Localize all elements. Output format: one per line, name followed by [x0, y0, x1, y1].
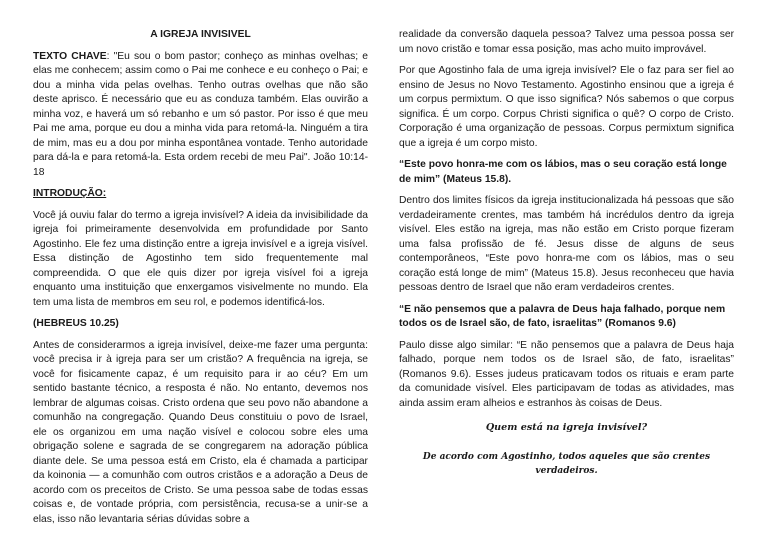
continuation-paragraph: realidade da conversão daquela pessoa? Talvez uma pessoa possa ser um novo cristão e tomar essa posição, mas acho muito improvável. [399, 29, 734, 55]
introduction-heading: INTRODUÇÃO: [33, 188, 107, 199]
key-text-paragraph [33, 50, 368, 181]
romanos-quote: “E não pensemos que a palavra de Deus haja falhado, porque nem todos os de Israel são, de fato, israelitas” (Romanos 9.6) [399, 303, 726, 329]
left-column [33, 28, 368, 534]
introduction-paragraph: Você já ouviu falar do termo a igreja invisível? A ideia da invisibilidade da igreja foi primeiramente desenvolvida em profundidade por Santo Agostinho. Ele fez uma distinção entre a igreja invisível e a igreja visível. Essa distinção de Agostinho tem sido frequentemente mal compreendida. O que ele quis dizer por igreja visível foi a igreja enquanto uma instituição que enxergamos visivelmente no mundo. Ela tem uma lista de membros em seu rol, e podemos identificá-los. [33, 209, 368, 308]
right-column [399, 28, 734, 479]
key-text-label: TEXTO CHAVE [33, 50, 107, 62]
closing-answer: De acordo com Agostinho, todos aqueles que são crentes verdadeiros. [422, 451, 711, 476]
hebreus-heading: (HEBREUS 10.25) [33, 318, 119, 329]
key-text-body: : "Eu sou o bom pastor; conheço as minhas ovelhas; e elas me conhecem; assim como o Pai me conhece e eu conheço o Pai; e dou a minha vida pelas ovelhas. Tenho outras ovelhas que não são deste aprisco. É necessário que eu as conduza também. Elas ouvirão a minha voz, e haverá um só rebanho e um só pastor. Por isso é que meu Pai me ama, porque eu dou a minha vida para retomá-la. Ninguém a tira de mim, mas eu a dou por minha espontânea vontade. Tenho autoridade para dá-la e para retomá-la. Esta ordem recebi de meu Pai". João 10:14-18 [33, 50, 368, 178]
page-title: A IGREJA INVISIVEL [150, 29, 251, 40]
igreja-visivel-paragraph: Dentro dos limites físicos da igreja institucionalizada há pessoas que são verdadeiramente crentes, mas também há incrédulos dentro da igreja visível. Eles estão na igreja, mas não estão em Cristo porque fizeram uma falsa profissão de fé. Jesus disse de alguns de seus contemporâneos, “Este povo honra-me com os lábios, mas o seu coração está longe de mim” (Mateus 15.8). Jesus reconheceu que havia pessoas dentro de Israel que não eram verdadeiros crentes. [399, 195, 734, 293]
mateus-quote: “Este povo honra-me com os lábios, mas o seu coração está longe de mim” (Mateus 15.8). [399, 159, 727, 185]
hebreus-paragraph: Antes de considerarmos a igreja invisível, deixe-me fazer uma pergunta: você precisa ir à igreja para ser um cristão? A frequência na igreja, se você for fisicamente capaz, é um requisito para ir ao céu? Em um sentido bastante técnico, a resposta é não. No entanto, devemos nos lembrar de algumas coisas. Cristo ordena que seu povo não abandone a comunhão na congregação. Quando Deus constituiu o povo de Israel, ele os organizou em uma nação visível e colocou sobre eles uma obrigação solene e sagrada de se congregarem na adoração pública diante dele. Se uma pessoa está em Cristo, ela é chamada a participar da koinonia — a comunhão com outros cristãos e a adoração a Deus de acordo com os preceitos de Cristo. Se uma pessoa sabe de todas essas coisas e, de vontade própria, com persistência, recusa-se a unir-se a elas, isso não levantaria sérias dúvidas sobre a [33, 339, 368, 525]
closing-question: Quem está na igreja invisível? [485, 422, 648, 433]
agostinho-paragraph: Por que Agostinho fala de uma igreja invisível? Ele o faz para ser fiel ao ensino de Jesus no Novo Testamento. Agostinho ensinou que a igreja é um corpus permixtum. O que isso significa? Nós sabemos o que corpus significa. É um corpo. Corpus Christi significa o quê? O corpo de Cristo. Corporação é uma organização de pessoas. Corpus permixtum significa que a igreja é um corpo misto. [399, 65, 734, 149]
paulo-paragraph: Paulo disse algo similar: “E não pensemos que a palavra de Deus haja falhado, porque nem todos os de Israel são, de fato, israelitas” (Romanos 9.6). Esses judeus praticavam todos os rituais e eram parte da comunidade visível. Eles participavam de todas as atividades, mas ainda assim eram alheios e estranhos às coisas de Deus. [399, 339, 734, 409]
